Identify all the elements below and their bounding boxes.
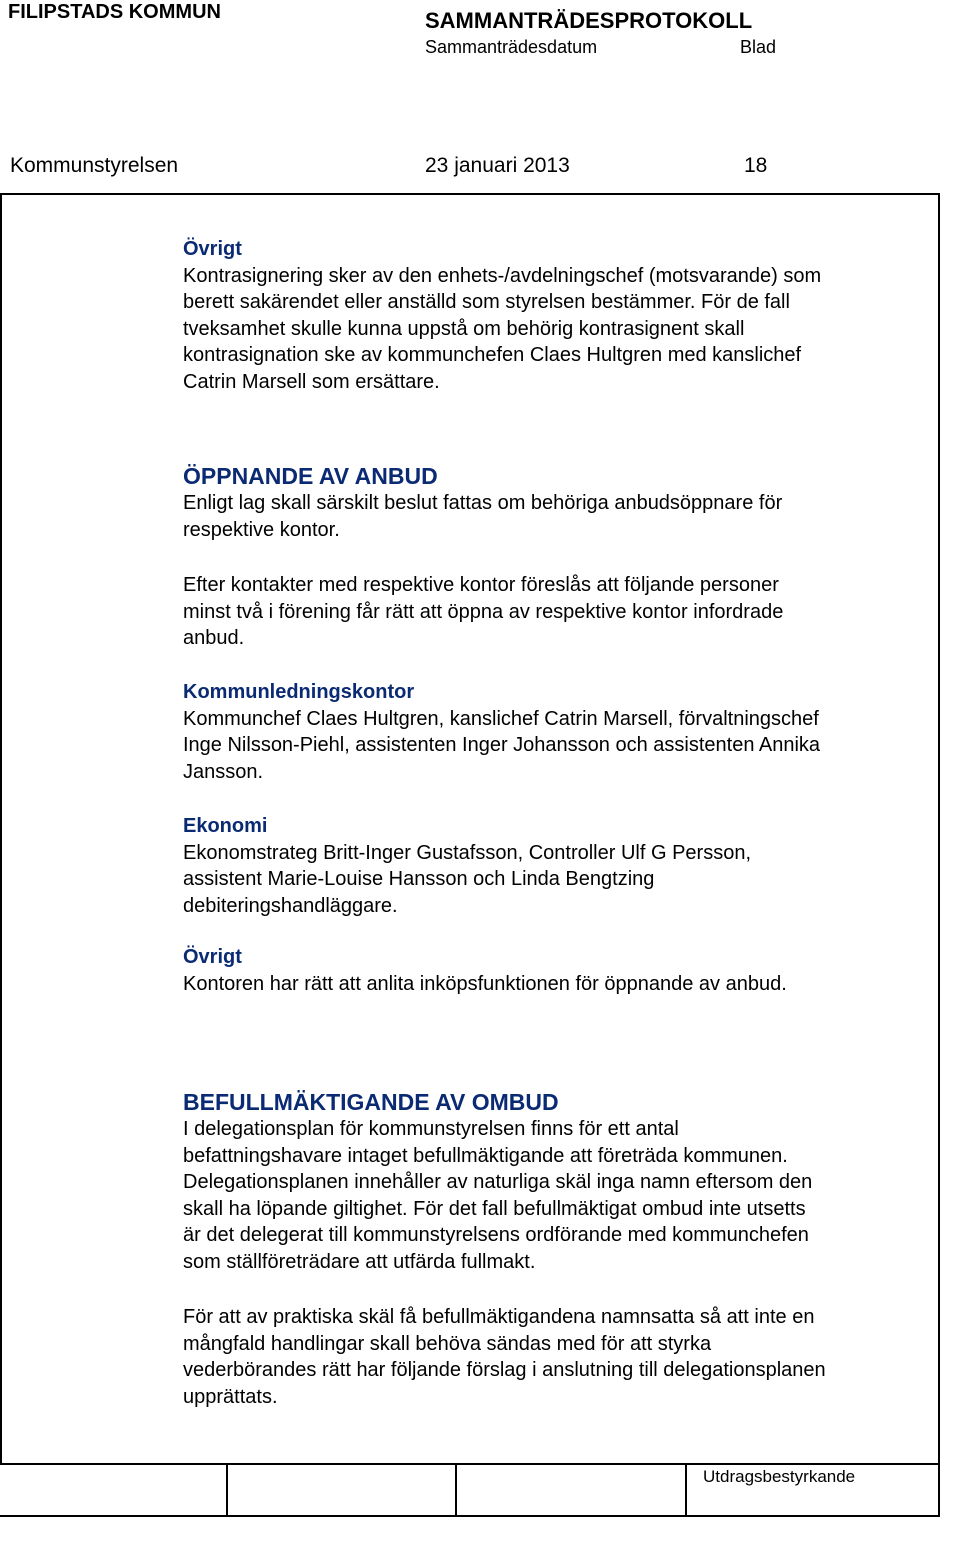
section-heading: Övrigt (183, 238, 242, 260)
signature-cell-divider (455, 1465, 457, 1517)
text-line: Enligt lag skall särskilt beslut fattas om behöriga anbudsöppnare för (183, 492, 783, 514)
document-title: SAMMANTRÄDESPROTOKOLL (425, 8, 753, 33)
text-line: kontrasignation ske av kommunchefen Claes Hultgren med kanslichef (183, 344, 802, 366)
section-heading: Kommunledningskontor (183, 681, 415, 703)
text-line: är det delegerat till kommunstyrelsens ordförande med kommunchefen (183, 1224, 809, 1246)
text-line: berett sakärendet eller anställd som styrelsen bestämmer. För de fall (183, 291, 790, 313)
section-heading: Övrigt (183, 946, 242, 968)
text-line: vederbörandes rätt har följande förslag i anslutning till delegationsplanen (183, 1359, 826, 1381)
section-oppnande-av-anbud (183, 462, 923, 543)
meeting-date: 23 januari 2013 (425, 154, 570, 177)
text-line: respektive kontor. (183, 518, 340, 541)
section-ovrigt-inkop (183, 944, 923, 997)
text-line: anbud. (183, 627, 245, 649)
section-ekonomi (183, 813, 923, 919)
text-line: debiteringshandläggare. (183, 894, 398, 917)
section-befullmaktigande-av-ombud (183, 1088, 923, 1275)
text-line: befattningshavare intaget befullmäktigande att företräda kommunen. (183, 1144, 788, 1167)
section-heading: ÖPPNANDE AV ANBUD (183, 463, 438, 489)
text-line: assistent Marie-Louise Hansson och Linda Bengtzing (183, 868, 655, 890)
text-line: För att av praktiska skäl få befullmäktigandena namnsatta så att inte en (183, 1306, 815, 1328)
frame-right-border (938, 193, 940, 1465)
page-label: Blad (740, 37, 777, 57)
text-line: Kontrasignering sker av den enhets-/avdelningschef (motsvarande) som (183, 264, 822, 287)
signature-cell-divider (938, 1465, 940, 1517)
section-heading: Ekonomi (183, 815, 268, 837)
signature-cell-divider (226, 1465, 228, 1517)
section-text (183, 572, 923, 652)
text-line: skall ha löpande giltighet. För det fall befullmäktigat ombud inte utsetts (183, 1197, 806, 1220)
footer-bottom-border (0, 1515, 940, 1517)
frame-top-border (0, 193, 940, 195)
text-line: mångfald handlingar skall behöva sändas med för att styrka (183, 1332, 712, 1355)
text-line: Catrin Marsell som ersättare. (183, 370, 440, 393)
section-text (183, 490, 923, 543)
text-line: Inge Nilsson-Piehl, assistenten Inger Johansson och assistenten Annika (183, 734, 821, 756)
text-line: tveksamhet skulle kunna uppstå om behörig kontrasignent skall (183, 317, 745, 340)
section-heading: BEFULLMÄKTIGANDE AV OMBUD (183, 1089, 559, 1115)
text-line: Kommunchef Claes Hultgren, kanslichef Catrin Marsell, förvaltningschef (183, 707, 819, 730)
section-text (183, 706, 923, 786)
certification-label: Utdragsbestyrkande (703, 1467, 856, 1486)
text-line: upprättats. (183, 1385, 278, 1408)
section-ovrigt-kontrasignering (183, 236, 923, 395)
frame-left-border (0, 193, 2, 1465)
section-kommunledningskontor (183, 679, 923, 785)
signature-cell-divider (685, 1465, 687, 1517)
text-line: Efter kontakter med respektive kontor föreslås att följande personer (183, 574, 779, 596)
text-line: som ställföreträdare att utfärda fullmakt. (183, 1250, 536, 1273)
governing-body: Kommunstyrelsen (10, 154, 179, 177)
section-text (183, 1116, 923, 1275)
frame-bottom-border (0, 1463, 940, 1465)
meeting-date-label: Sammanträdesdatum (425, 37, 598, 57)
text-line: Jansson. (183, 760, 264, 783)
section-text (183, 1304, 923, 1410)
municipality-name: FILIPSTADS KOMMUN (8, 1, 221, 23)
page-number: 18 (744, 154, 768, 177)
section-text (183, 263, 923, 396)
text-line: Ekonomstrateg Britt-Inger Gustafsson, Controller Ulf G Persson, (183, 841, 751, 864)
text-line: I delegationsplan för kommunstyrelsen finns för ett antal (183, 1118, 679, 1140)
section-text (183, 840, 923, 920)
text-line: Kontoren har rätt att anlita inköpsfunktionen för öppnande av anbud. (183, 972, 787, 995)
text-line: Delegationsplanen innehåller av naturliga skäl inga namn eftersom den (183, 1171, 813, 1193)
section-text (183, 971, 923, 998)
text-line: minst två i förening får rätt att öppna av respektive kontor infordrade (183, 600, 784, 623)
